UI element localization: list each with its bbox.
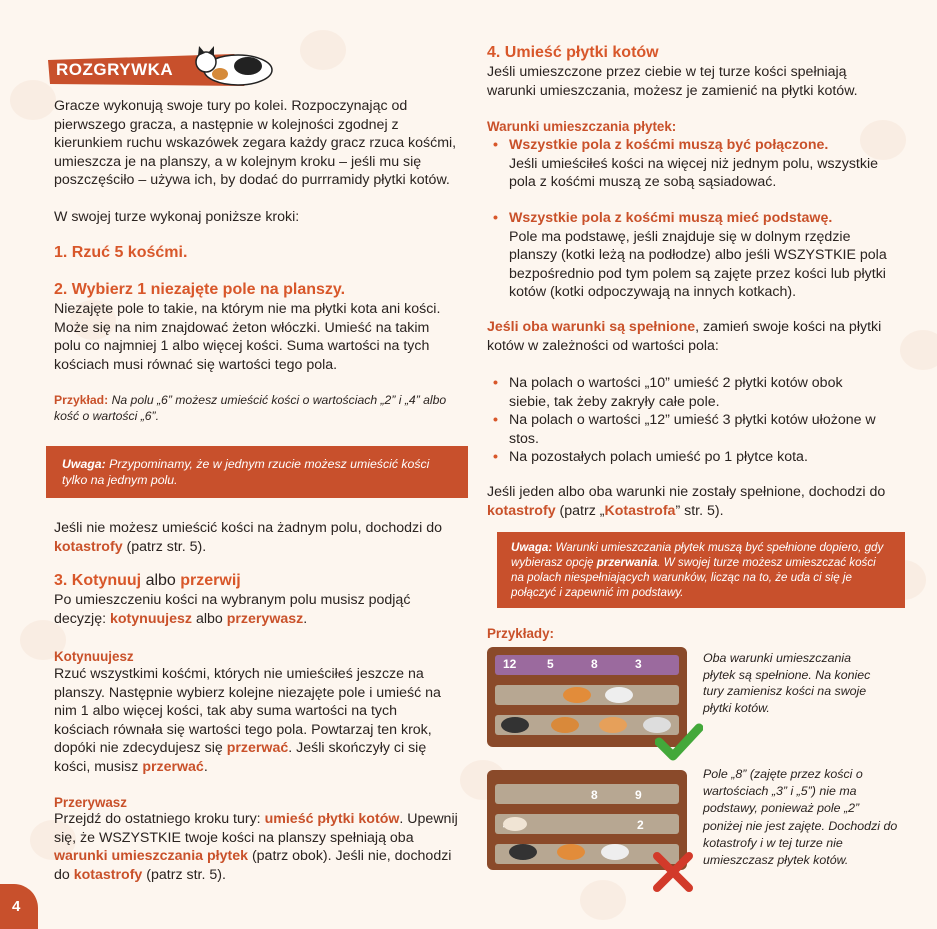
section-header (44, 44, 274, 92)
note-label: Uwaga: (62, 457, 106, 471)
tile-rules-list (487, 374, 887, 467)
board-value: 8 (591, 657, 598, 671)
catastrophe-link-2[interactable]: kotastrofy (73, 866, 143, 883)
example-text: Przykład: Na polu „6” możesz umieścić kości o wartościach „2” i „4” albo kość o wartości „6”. (54, 393, 447, 423)
board-value: 2 (637, 818, 644, 832)
note-label: Uwaga: (511, 541, 553, 554)
cat-tiles (495, 683, 679, 743)
example-2-caption: Pole „8” (zajęte przez kości o wartościach „3” i „5”) nie ma podstawy, ponieważ pole „2” poniżej nie jest zajęte. Dochodzi do kotastrofy i w tej turze nie umieszczasz płytek kotów. (703, 767, 898, 868)
step4-body: Jeśli umieszczone przez ciebie w tej turze kości spełniają warunki umieszczania, możesz je zamienić na płytki kotów. (487, 64, 858, 99)
board-value: 3 (635, 657, 642, 671)
list-item: • Na polach o wartości „12” umieść 3 płytki kotów ułożone w stos. (487, 411, 887, 448)
board-value: 9 (635, 788, 642, 802)
board-value: 8 (591, 788, 598, 802)
example-1-caption: Oba warunki umieszczania płytek są spełnione. Na koniec tury zamienisz kości na swoje płytki kotów. (703, 651, 871, 715)
note-banner-right: Uwaga: Warunki umieszczania płytek muszą być spełnione dopiero, gdy wybierasz opcję przerwania. W swojej turze możesz umieszczać kości na polach niespełniających warunków, licząc na to, że uda ci się je połączyć i zapewnić im podstawy. (497, 532, 905, 608)
step3-body: Po umieszczeniu kości na wybranym polu musisz podjąć decyzję: kotynuujesz albo przerywasz. (54, 592, 411, 627)
both-met-paragraph: Jeśli oba warunki są spełnione, zamień swoje kości na płytki kotów w zależności od wartości pola: (487, 319, 882, 354)
page-number-tab (0, 884, 38, 929)
stop-link[interactable]: przerywasz (226, 610, 304, 627)
catastrophe-section-link[interactable]: Kotastrofa (604, 502, 676, 519)
catastrophe-paragraph: Jeśli nie możesz umieścić kości na żadnym polu, dochodzi do kotastrofy (patrz str. 5). (54, 520, 442, 555)
step1-heading: 1. Rzuć 5 kośćmi. (54, 244, 188, 261)
conditions-link[interactable]: warunki umieszczania płytek (54, 848, 248, 865)
catastrophe-link-3[interactable]: kotastrofy (487, 502, 556, 519)
example-label: Przykład: (54, 393, 109, 407)
catastrophe-link[interactable]: kotastrofy (54, 538, 123, 555)
continue-heading: Kotynuujesz (54, 649, 134, 664)
step2-heading: 2. Wybierz 1 niezajęte pole na planszy. (54, 281, 346, 298)
stop-heading: Przerywasz (54, 795, 127, 810)
page-number: 4 (12, 898, 21, 915)
condition-1: • Wszystkie pola z kośćmi muszą być połączone. Jeśli umieściłeś kości na więcej niż jednym polu, wszystkie pola z kośćmi muszą ze sobą sąsiadować. (493, 137, 879, 191)
place-tiles-link[interactable]: umieść płytki kotów (264, 811, 400, 827)
conditions-heading: Warunki umieszczania płytek: (487, 119, 677, 134)
stop-body: Przejdź do ostatniego kroku tury: umieść płytki kotów. Upewnij się, że WSZYSTKIE twoje kości na planszy spełniają oba warunki umieszczania płytek (patrz obok). Jeśli nie, dochodzi do kotastrofy (patrz str. 5). (54, 811, 458, 883)
list-item: • Na polach o wartości „10” umieść 2 płytki kotów obok siebie, tak żeby zakryły całe pole. (487, 374, 887, 411)
bullet-icon: • (493, 137, 498, 153)
stop-link-2[interactable]: przerwać (226, 740, 289, 757)
intro-paragraph: Gracze wykonują swoje tury po kolei. Rozpoczynając od pierwszego gracza, a następnie w kolejności zgodnej z kierunkiem ruchu wskazówek zegara każdy gracz rzuca kośćmi, umieszcza je na planszy, a w kolejnym kroku – jeśli mu się poszczęściło – używa ich, by dodać do purrramidy płytki kotów. (54, 98, 457, 189)
stop-link-3[interactable]: przerwać (142, 758, 204, 775)
step4-heading: 4. Umieść płytki kotów (487, 44, 659, 61)
continue-body: Rzuć wszystkimi kośćmi, których nie umieściłeś jeszcze na planszy. Następnie wybierz kolejne niezajęte pole i umieść na nim 1 albo więcej kości, tak aby suma wartości na tych kościach równała się wartości tego pola. Powtarzaj ten krok, dopóki nie zdecydujesz się przerwać. Jeśli skończyły ci się kości, musisz przerwać. (54, 666, 441, 775)
step2-body: Niezajęte pole to takie, na którym nie ma płytki kota ani kości. Może się na nim znajdować żeton włóczki. Umieść na takim polu co najmniej 1 albo więcej kości. Suma wartości na tych kościach musi równać się wartości tego pola. (54, 301, 441, 373)
bullet-icon: • (493, 210, 498, 226)
board-value: 5 (547, 657, 554, 671)
cross-icon (651, 850, 695, 894)
board-value: 12 (503, 657, 517, 671)
note-banner: Uwaga: Przypominamy, że w jednym rzucie możesz umieścić kości tylko na jednym polu. (46, 446, 468, 498)
cat-icon (190, 44, 278, 88)
step3-heading: 3. Kotynuuj albo przerwij (54, 572, 241, 589)
examples-heading: Przykłady: (487, 626, 554, 641)
page-title: ROZGRYWKA (56, 60, 174, 79)
fail-paragraph: Jeśli jeden albo oba warunki nie zostały spełnione, dochodzi do kotastrofy (patrz „Kotastrofa” str. 5). (487, 484, 886, 519)
check-icon (655, 722, 703, 762)
condition-2: • Wszystkie pola z kośćmi muszą mieć podstawę. Pole ma podstawę, jeśli znajduje się w dolnym rzędzie planszy (kotki leżą na podłodze) albo jeśli WSZYSTKIE pola bezpośrednio pod tym polem są zajęte przez kości lub płytki kotów (kotki odpoczywają na innych kotkach). (493, 210, 887, 301)
list-item: • Na pozostałych polach umieść po 1 płytce kota. (487, 448, 887, 467)
steps-intro: W swojej turze wykonaj poniższe kroki: (54, 209, 300, 225)
continue-link[interactable]: kotynuujesz (110, 610, 192, 627)
